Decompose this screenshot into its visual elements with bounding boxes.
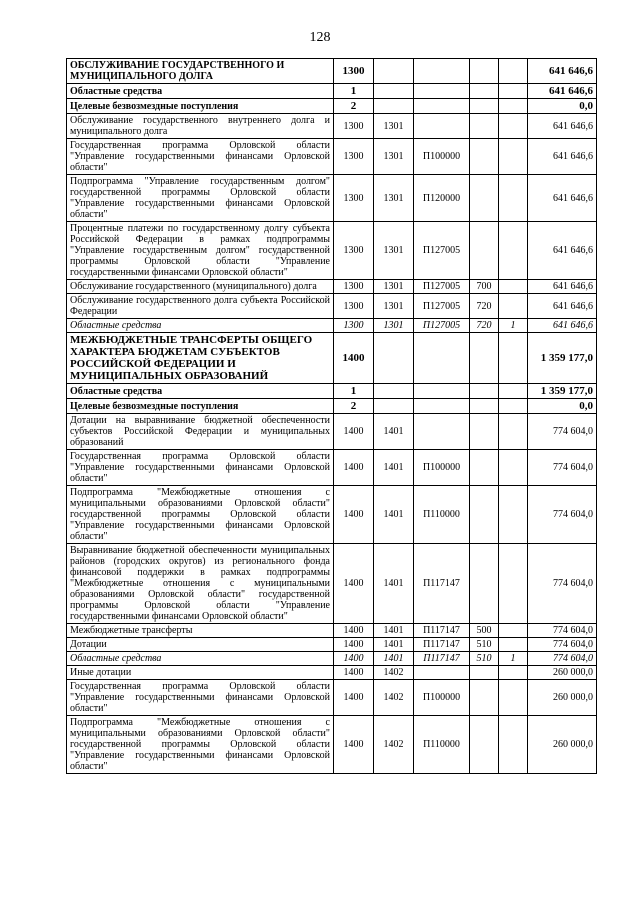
- item-name: Выравнивание бюджетной обеспеченности муниципальных районов (городских округов) из регионального фонда финансовой поддержки в рамках подпрограммы "Межбюджетные отношения с муниципальными образованиями Орловской области" государственной программы Орловской области "Управление государственными финансами Орловской области": [67, 544, 334, 624]
- expense-type-code: [470, 175, 499, 222]
- item-name: МЕЖБЮДЖЕТНЫЕ ТРАНСФЕРТЫ ОБЩЕГО ХАРАКТЕРА БЮДЖЕТАМ СУБЪЕКТОВ РОССИЙСКОЙ ФЕДЕРАЦИИ И МУНИЦИПАЛЬНЫХ ОБРАЗОВАНИЙ: [67, 333, 334, 384]
- item-name: Целевые безвозмездные поступления: [67, 99, 334, 114]
- expense-type-code: [470, 222, 499, 280]
- table-row: [67, 638, 597, 652]
- section-code: 1400: [334, 680, 374, 716]
- amount: 641 646,6: [528, 139, 597, 175]
- target-article-code: П127005: [414, 319, 470, 333]
- funding-source-code: [499, 414, 528, 450]
- funding-source-code: [499, 222, 528, 280]
- subsection-code: 1301: [374, 319, 414, 333]
- subsection-code: 1301: [374, 294, 414, 319]
- funding-source-code: [499, 175, 528, 222]
- funding-source-code: [499, 399, 528, 414]
- target-article-code: П117147: [414, 624, 470, 638]
- item-name: Областные средства: [67, 652, 334, 666]
- section-code: 1400: [334, 486, 374, 544]
- subsection-code: [374, 384, 414, 399]
- item-name: Подпрограмма "Управление государственным долгом" государственной программы Орловской области "Управление государственными финансами Орловской области": [67, 175, 334, 222]
- target-article-code: П117147: [414, 544, 470, 624]
- target-article-code: [414, 414, 470, 450]
- section-code: 1300: [334, 222, 374, 280]
- expense-type-code: [470, 666, 499, 680]
- section-code: 1300: [334, 294, 374, 319]
- section-code: 1400: [334, 624, 374, 638]
- expense-type-code: [470, 84, 499, 99]
- subsection-code: [374, 333, 414, 384]
- subsection-code: 1301: [374, 175, 414, 222]
- table-row: [67, 666, 597, 680]
- subsection-code: [374, 59, 414, 84]
- funding-source-code: [499, 486, 528, 544]
- amount: 1 359 177,0: [528, 384, 597, 399]
- section-code: 1300: [334, 319, 374, 333]
- section-code: 1400: [334, 333, 374, 384]
- expense-type-code: [470, 99, 499, 114]
- item-name: Областные средства: [67, 319, 334, 333]
- item-name: Государственная программа Орловской области "Управление государственными финансами Орловской области": [67, 680, 334, 716]
- subsection-code: [374, 399, 414, 414]
- item-name: Иные дотации: [67, 666, 334, 680]
- item-name: Дотации на выравнивание бюджетной обеспеченности субъектов Российской Федерации и муниципальных образований: [67, 414, 334, 450]
- expense-type-code: [470, 399, 499, 414]
- table-row: [67, 716, 597, 774]
- item-name: Областные средства: [67, 384, 334, 399]
- expense-type-code: [470, 333, 499, 384]
- table-row: [67, 294, 597, 319]
- item-name: Межбюджетные трансферты: [67, 624, 334, 638]
- subsection-code: [374, 84, 414, 99]
- section-code: 1400: [334, 652, 374, 666]
- target-article-code: [414, 59, 470, 84]
- table-row: [67, 450, 597, 486]
- section-code: 2: [334, 399, 374, 414]
- expense-type-code: [470, 384, 499, 399]
- amount: 774 604,0: [528, 638, 597, 652]
- section-code: 1300: [334, 114, 374, 139]
- table-row: [67, 414, 597, 450]
- expense-type-code: [470, 414, 499, 450]
- subsection-code: 1401: [374, 544, 414, 624]
- budget-table: [66, 58, 597, 774]
- subsection-code: 1402: [374, 716, 414, 774]
- amount: 641 646,6: [528, 280, 597, 294]
- funding-source-code: [499, 333, 528, 384]
- table-row: [67, 384, 597, 399]
- subsection-code: 1402: [374, 666, 414, 680]
- amount: 641 646,6: [528, 175, 597, 222]
- item-name: Подпрограмма "Межбюджетные отношения с муниципальными образованиями Орловской области" государственной программы Орловской области "Управление государственными финансами Орловской области": [67, 486, 334, 544]
- target-article-code: [414, 99, 470, 114]
- expense-type-code: [470, 450, 499, 486]
- funding-source-code: [499, 666, 528, 680]
- table-row: [67, 175, 597, 222]
- expense-type-code: [470, 716, 499, 774]
- target-article-code: [414, 666, 470, 680]
- target-article-code: [414, 384, 470, 399]
- item-name: Государственная программа Орловской области "Управление государственными финансами Орловской области": [67, 450, 334, 486]
- table-body: [67, 59, 597, 774]
- funding-source-code: [499, 114, 528, 139]
- amount: 260 000,0: [528, 716, 597, 774]
- subsection-code: 1401: [374, 486, 414, 544]
- amount: 0,0: [528, 399, 597, 414]
- funding-source-code: [499, 294, 528, 319]
- table-row: [67, 680, 597, 716]
- item-name: Процентные платежи по государственному долгу субъекта Российской Федерации в рамках подпрограммы "Управление государственным долгом" государственной программы Орловской области "Управление государственными финансами Орловской области": [67, 222, 334, 280]
- funding-source-code: [499, 680, 528, 716]
- funding-source-code: [499, 544, 528, 624]
- target-article-code: [414, 399, 470, 414]
- item-name: Целевые безвозмездные поступления: [67, 399, 334, 414]
- expense-type-code: [470, 114, 499, 139]
- subsection-code: 1401: [374, 638, 414, 652]
- section-code: 1400: [334, 414, 374, 450]
- section-code: 1: [334, 84, 374, 99]
- funding-source-code: [499, 84, 528, 99]
- subsection-code: 1401: [374, 652, 414, 666]
- amount: 260 000,0: [528, 666, 597, 680]
- subsection-code: 1402: [374, 680, 414, 716]
- table-row: [67, 399, 597, 414]
- subsection-code: 1301: [374, 222, 414, 280]
- expense-type-code: 510: [470, 638, 499, 652]
- item-name: Обслуживание государственного внутреннего долга и муниципального долга: [67, 114, 334, 139]
- funding-source-code: [499, 384, 528, 399]
- target-article-code: П127005: [414, 294, 470, 319]
- funding-source-code: [499, 450, 528, 486]
- table-row: [67, 544, 597, 624]
- table-row: [67, 333, 597, 384]
- expense-type-code: [470, 486, 499, 544]
- item-name: Подпрограмма "Межбюджетные отношения с муниципальными образованиями Орловской области" государственной программы Орловской области "Управление государственными финансами Орловской области": [67, 716, 334, 774]
- amount: 0,0: [528, 99, 597, 114]
- item-name: Обслуживание государственного долга субъекта Российской Федерации: [67, 294, 334, 319]
- target-article-code: П100000: [414, 450, 470, 486]
- subsection-code: 1301: [374, 114, 414, 139]
- table-row: [67, 624, 597, 638]
- table-row: [67, 114, 597, 139]
- amount: 641 646,6: [528, 294, 597, 319]
- target-article-code: [414, 84, 470, 99]
- subsection-code: [374, 99, 414, 114]
- table-row: [67, 222, 597, 280]
- amount: 774 604,0: [528, 544, 597, 624]
- expense-type-code: 720: [470, 294, 499, 319]
- table-row: [67, 652, 597, 666]
- table-row: [67, 139, 597, 175]
- amount: 641 646,6: [528, 84, 597, 99]
- section-code: 1: [334, 384, 374, 399]
- section-code: 1400: [334, 544, 374, 624]
- subsection-code: 1301: [374, 280, 414, 294]
- table-row: [67, 486, 597, 544]
- item-name: Обслуживание государственного (муниципального) долга: [67, 280, 334, 294]
- section-code: 1400: [334, 450, 374, 486]
- expense-type-code: [470, 139, 499, 175]
- section-code: 2: [334, 99, 374, 114]
- amount: 641 646,6: [528, 59, 597, 84]
- target-article-code: П110000: [414, 716, 470, 774]
- section-code: 1400: [334, 666, 374, 680]
- table-row: [67, 99, 597, 114]
- subsection-code: 1401: [374, 624, 414, 638]
- item-name: ОБСЛУЖИВАНИЕ ГОСУДАРСТВЕННОГО И МУНИЦИПАЛЬНОГО ДОЛГА: [67, 59, 334, 84]
- target-article-code: П100000: [414, 680, 470, 716]
- funding-source-code: [499, 59, 528, 84]
- table-row: [67, 280, 597, 294]
- expense-type-code: 700: [470, 280, 499, 294]
- target-article-code: П100000: [414, 139, 470, 175]
- section-code: 1300: [334, 139, 374, 175]
- target-article-code: П117147: [414, 638, 470, 652]
- funding-source-code: 1: [499, 319, 528, 333]
- table-row: [67, 59, 597, 84]
- amount: 774 604,0: [528, 486, 597, 544]
- target-article-code: П117147: [414, 652, 470, 666]
- target-article-code: П127005: [414, 280, 470, 294]
- amount: 641 646,6: [528, 114, 597, 139]
- target-article-code: [414, 114, 470, 139]
- item-name: Государственная программа Орловской области "Управление государственными финансами Орловской области": [67, 139, 334, 175]
- funding-source-code: [499, 716, 528, 774]
- funding-source-code: 1: [499, 652, 528, 666]
- target-article-code: П120000: [414, 175, 470, 222]
- item-name: Областные средства: [67, 84, 334, 99]
- table-row: [67, 84, 597, 99]
- subsection-code: 1401: [374, 414, 414, 450]
- expense-type-code: [470, 544, 499, 624]
- subsection-code: 1401: [374, 450, 414, 486]
- funding-source-code: [499, 624, 528, 638]
- funding-source-code: [499, 99, 528, 114]
- expense-type-code: 720: [470, 319, 499, 333]
- amount: 774 604,0: [528, 450, 597, 486]
- expense-type-code: 510: [470, 652, 499, 666]
- amount: 641 646,6: [528, 222, 597, 280]
- section-code: 1300: [334, 59, 374, 84]
- subsection-code: 1301: [374, 139, 414, 175]
- amount: 774 604,0: [528, 652, 597, 666]
- section-code: 1300: [334, 280, 374, 294]
- table-row: [67, 319, 597, 333]
- expense-type-code: [470, 59, 499, 84]
- section-code: 1400: [334, 716, 374, 774]
- expense-type-code: 500: [470, 624, 499, 638]
- page-number: 128: [309, 30, 331, 45]
- item-name: Дотации: [67, 638, 334, 652]
- expense-type-code: [470, 680, 499, 716]
- target-article-code: П110000: [414, 486, 470, 544]
- amount: 260 000,0: [528, 680, 597, 716]
- amount: 641 646,6: [528, 319, 597, 333]
- section-code: 1300: [334, 175, 374, 222]
- target-article-code: [414, 333, 470, 384]
- amount: 774 604,0: [528, 624, 597, 638]
- amount: 774 604,0: [528, 414, 597, 450]
- funding-source-code: [499, 139, 528, 175]
- funding-source-code: [499, 638, 528, 652]
- section-code: 1400: [334, 638, 374, 652]
- target-article-code: П127005: [414, 222, 470, 280]
- amount: 1 359 177,0: [528, 333, 597, 384]
- funding-source-code: [499, 280, 528, 294]
